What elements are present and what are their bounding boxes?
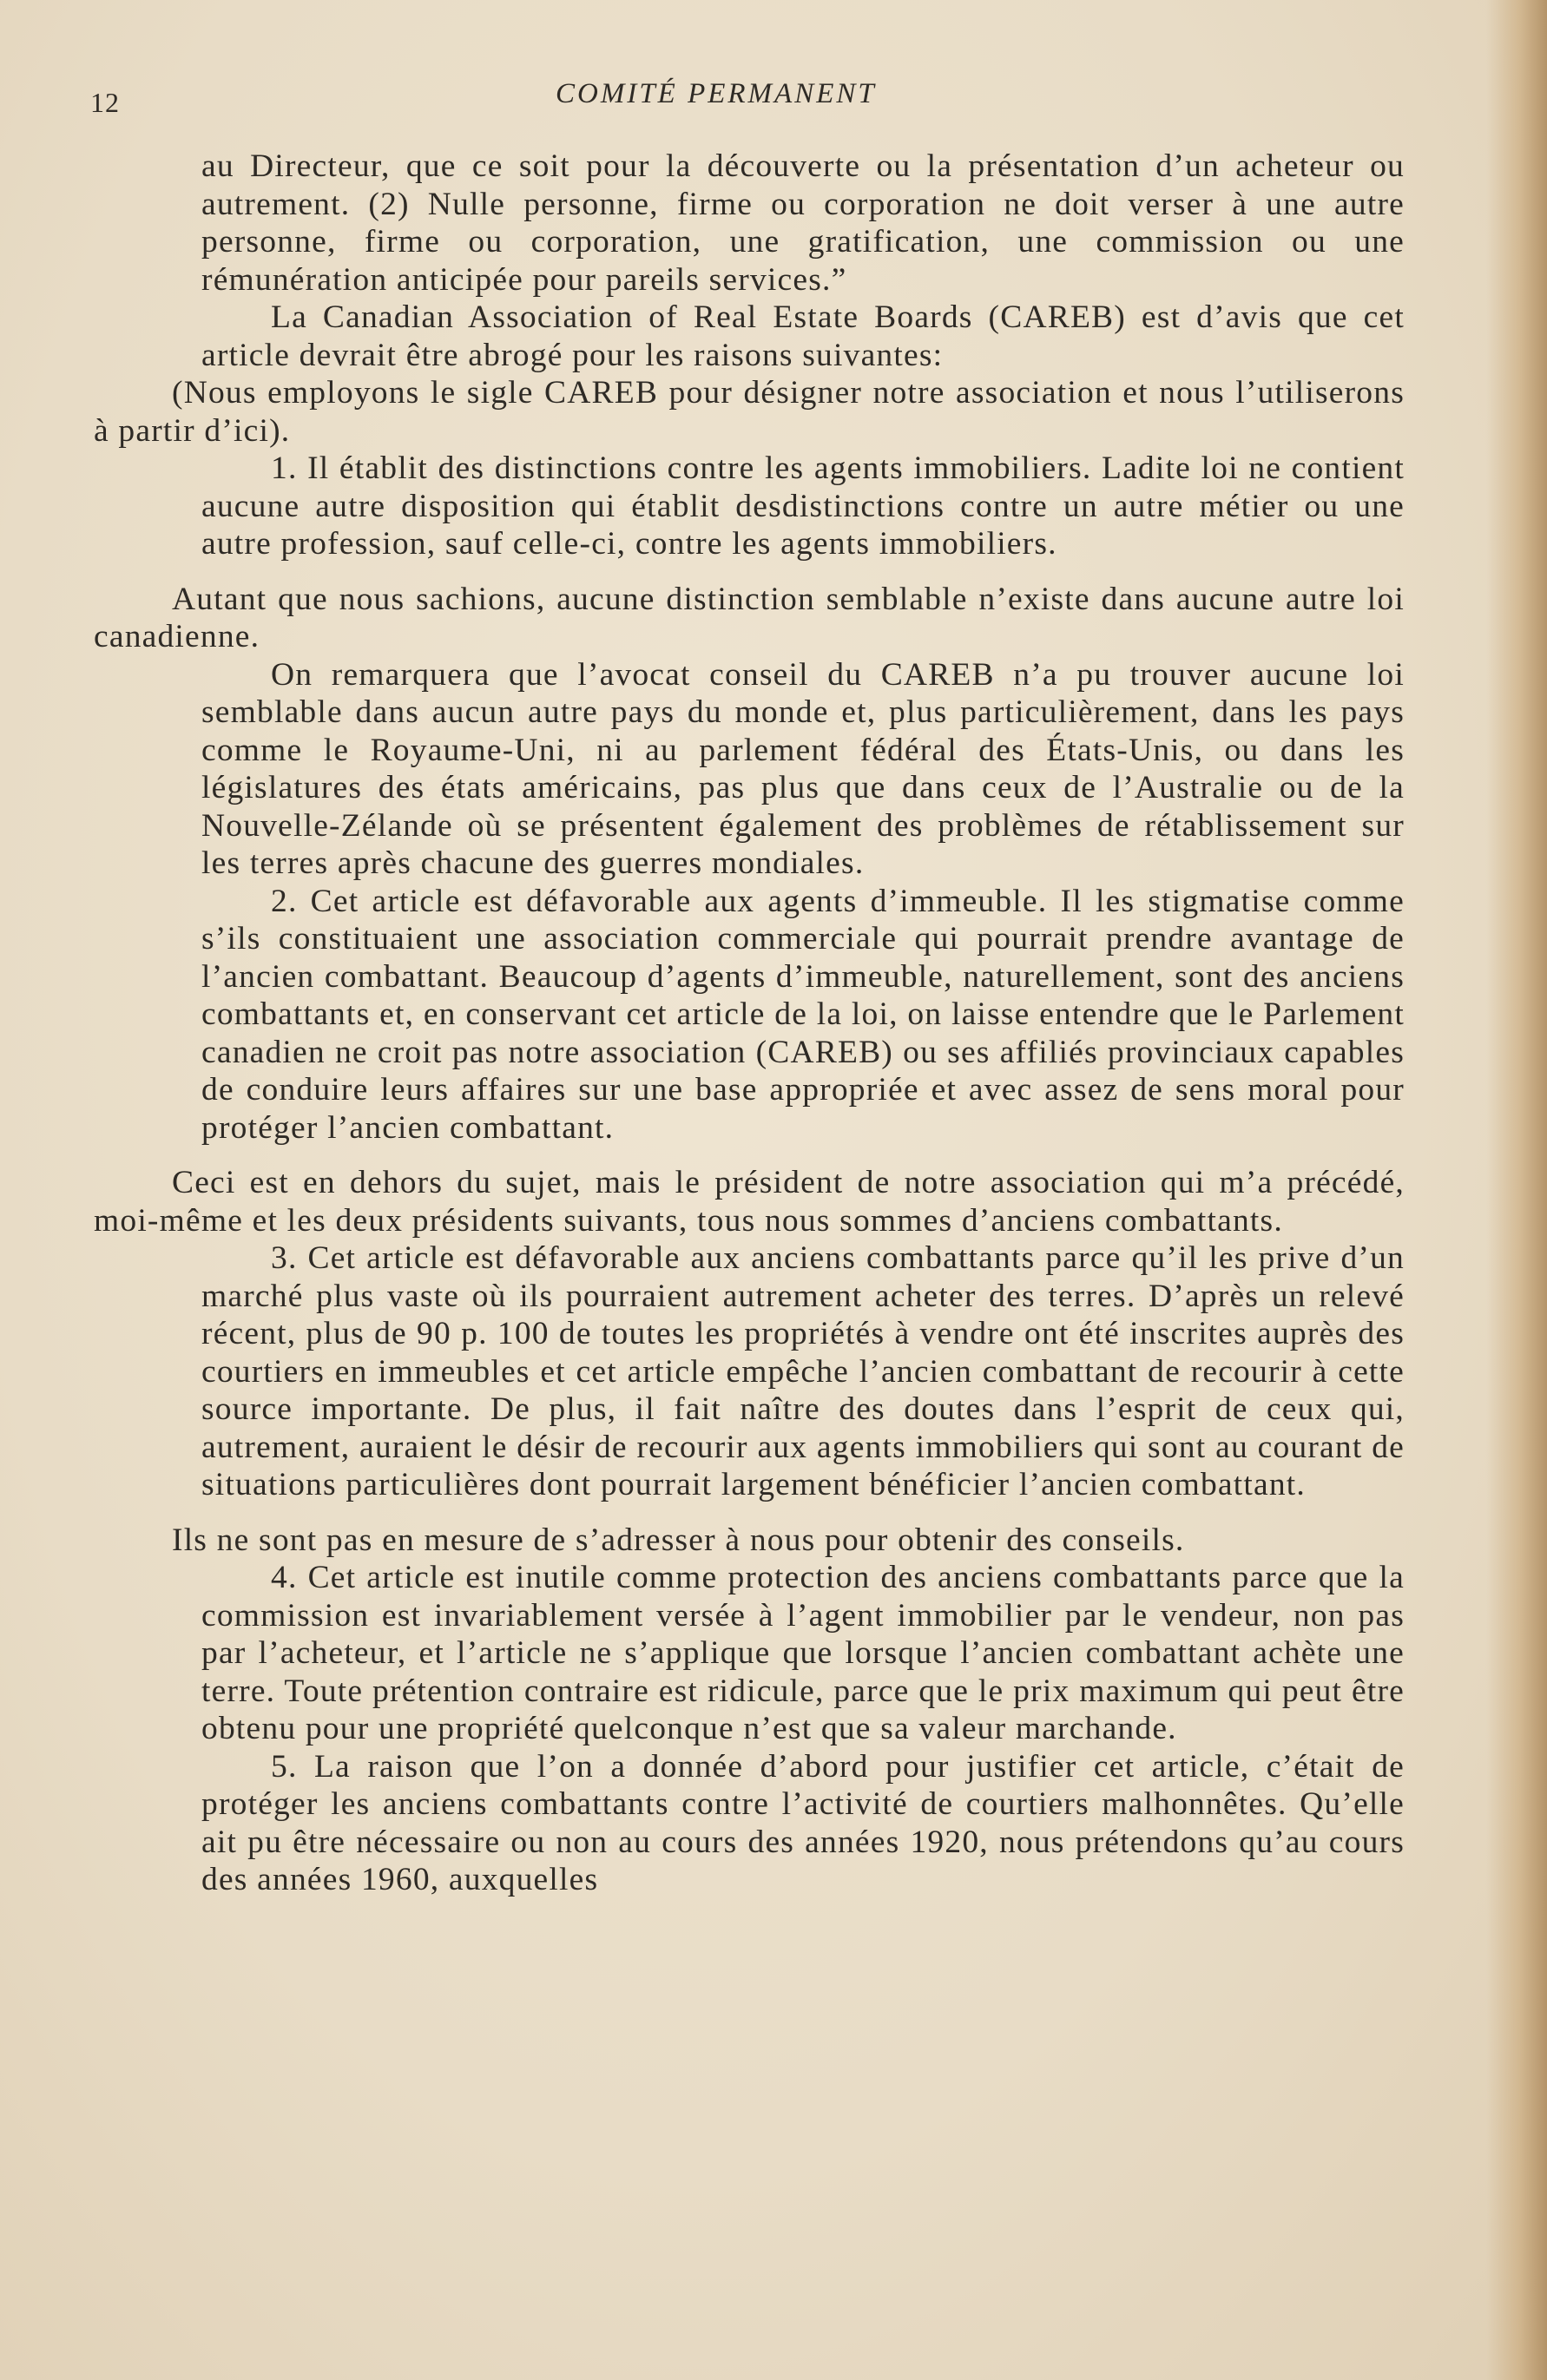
paragraph-point-4: 4. Cet article est inutile comme protection des anciens combattants parce que la commission est invariablement versée à l’agent immobilier par le vendeur, non pas par l’acheteur, et l’article ne s’applique que lorsque l’ancien combattant achète une terre. Toute prétention contraire est ridicule, parce que le prix maximum qui peut être obtenu pour une propriété quelconque n’est que sa valeur marchande.: [201, 1560, 1405, 1746]
paragraph-aside-veterans: Ceci est en dehors du sujet, mais le président de notre association qui m’a précédé, moi-même et les deux présidents suivants, tous nous sommes d’anciens combattants.: [94, 1165, 1405, 1239]
paragraph-quote-continuation: au Directeur, que ce soit pour la découverte ou la présentation d’un acheteur ou autrement. (2) Nulle personne, firme ou corporation ne doit verser à une autre personne, firme ou corporation, une gratification, une commission ou une rémunération anticipée pour pareils services.”: [201, 148, 1405, 298]
paragraph-no-advice: Ils ne sont pas en mesure de s’adresser à nous pour obtenir des conseils.: [172, 1522, 1185, 1558]
paragraph-point-2: 2. Cet article est défavorable aux agents d’immeuble. Il les stigmatise comme s’ils constituaient une association commerciale qui pourrait prendre avantage de l’ancien combattant. Beaucoup d’agents d’immeuble, naturellement, sont des anciens combattants et, en conservant cet article de la loi, on laisse entendre que le Parlement canadien ne croit pas notre association (CAREB) ou ses affiliés provinciaux capables de conduire leurs affaires sur une base appropriée et avec assez de sens moral pour protéger l’ancien combattant.: [201, 883, 1405, 1146]
paragraph-point-5: 5. La raison que l’on a donnée d’abord pour justifier cet article, c’était de protéger les anciens combattants contre l’activité de courtiers malhonnêtes. Qu’elle ait pu être nécessaire ou non au cours des années 1920, nous prétendons qu’au cours des années 1960, auxquelles: [201, 1748, 1405, 1897]
paragraph-careb-opinion: La Canadian Association of Real Estate Boards (CAREB) est d’avis que cet article devrait être abrogé pour les raisons suivantes:: [201, 299, 1405, 373]
running-head: COMITÉ PERMANENT: [556, 78, 877, 109]
page-edge-stain: [1486, 0, 1547, 2380]
paragraph-acronym-note: (Nous employons le sigle CAREB pour désigner notre association et nous l’utiliserons à partir d’ici).: [94, 375, 1405, 449]
paragraph-no-similar-distinction: Autant que nous sachions, aucune distinction semblable n’existe dans aucune autre loi canadienne.: [94, 581, 1405, 654]
paragraph-point-3: 3. Cet article est défavorable aux anciens combattants parce qu’il les prive d’un marché plus vaste où ils pourraient autrement acheter des terres. D’après un relevé récent, plus de 90 p. 100 de toutes les propriétés à vendre ont été inscrites auprès des courtiers en immeubles et cet article empêche l’ancien combattant de recourir à cette source importante. De plus, il fait naître des doutes dans l’esprit de ceux qui, autrement, auraient le désir de recourir aux agents immobiliers qui sont au courant de situations particulières dont pourrait largement bénéficier l’ancien combattant.: [201, 1240, 1405, 1502]
paragraph-legal-counsel: On remarquera que l’avocat conseil du CAREB n’a pu trouver aucune loi semblable dans aucun autre pays du monde et, plus particulièrement, dans les pays comme le Royaume-Uni, ni au parlement fédéral des États-Unis, ou dans les législatures des états américains, pas plus que dans ceux de l’Australie ou de la Nouvelle-Zélande où se présentent également des problèmes de rétablissement sur les terres après chacune des guerres mondiales.: [201, 656, 1405, 881]
page-number: 12: [90, 87, 120, 118]
body-text: [94, 148, 1405, 1899]
paragraph-point-1: 1. Il établit des distinctions contre les agents immobiliers. Ladite loi ne contient aucune autre disposition qui établit desdistinctions contre un autre métier ou une autre profession, sauf celle-ci, contre les agents immobiliers.: [201, 450, 1405, 562]
